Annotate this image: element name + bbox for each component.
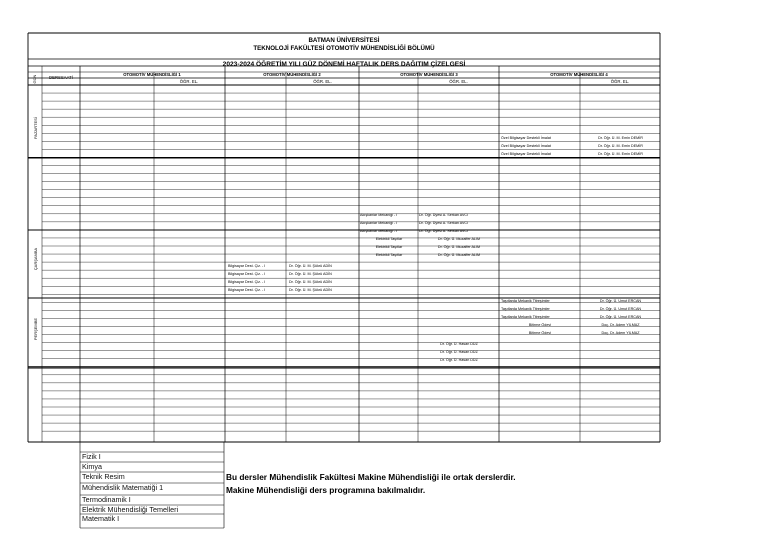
entry-instructor: Dr. Öğr. Üyesi A. Serkan AVCI bbox=[419, 229, 469, 233]
day-label-monday: PAZARTESİ bbox=[33, 117, 38, 139]
entry-course: Akışkanlar Mekaniği - I bbox=[360, 213, 398, 217]
university-title: BATMAN ÜNİVERSİTESİ bbox=[308, 37, 380, 44]
entry-course: Taşıtlarda Mekanik Titreşimler bbox=[501, 299, 550, 303]
group-header-3: OTOMOTİV MÜHENDİSLİĞİ 3 bbox=[400, 72, 458, 77]
common-course-item: Mühendislik Matematiği 1 bbox=[82, 483, 164, 492]
entry-instructor: Dr. Öğr. Ü. M. Şükrü ADİN bbox=[289, 264, 332, 268]
common-course-item: Fizik I bbox=[82, 452, 101, 461]
entry-course: Elektrikli Taşıtlar bbox=[375, 237, 403, 241]
entry-instructor: Doç. Dr. Adem YILMAZ bbox=[601, 323, 640, 327]
instructor-header-2: ÖĞR. EL. bbox=[313, 79, 332, 84]
hour-column-header: DERSSAATİ bbox=[48, 75, 74, 80]
entry-course: Bitirme Ödevi bbox=[528, 331, 552, 335]
entry-course: Bilgisayar Dest. Çiz. - I bbox=[228, 264, 266, 268]
note-line-2: Makine Mühendisliği ders programına bakılmalıdır. bbox=[226, 485, 426, 495]
entry-course: Akışkanlar Mekaniği - I bbox=[360, 229, 398, 233]
entry-instructor: Dr. Öğr. Ü. M. Şükrü ADİN bbox=[289, 288, 332, 292]
common-course-item: Matematik I bbox=[82, 514, 120, 523]
entry-instructor: Dr. Öğr. Ü. Hasan DÜZ bbox=[440, 350, 478, 354]
entry-instructor: Dr. Öğr. Ü. Umut ERCAN bbox=[599, 299, 642, 303]
entry-course: Bilgisayar Dest. Çiz. - I bbox=[228, 288, 266, 292]
entry-course: Taşıtlarda Mekanik Titreşimler bbox=[501, 307, 550, 311]
entry-instructor: Dr. Öğr. Ü. M. Şükrü ADİN bbox=[289, 272, 332, 276]
entry-course: Özel Bilgisayar Destekli İmalat bbox=[501, 152, 551, 156]
entry-instructor: Dr. Öğr. Ü. M. Emin DEMİR bbox=[598, 136, 643, 140]
day-label-wednesday: ÇARŞAMBA bbox=[33, 247, 38, 271]
day-label-thursday: PERŞEMBE bbox=[33, 317, 38, 341]
entry-instructor: Dr. Öğr. Üyesi A. Serkan AVCI bbox=[419, 213, 469, 217]
entry-instructor: Dr. Öğr. Ü. Muzaffer ALIM bbox=[437, 253, 481, 257]
entry-instructor: Dr. Öğr. Ü. M. Emin DEMİR bbox=[598, 144, 643, 148]
entry-course: Bilgisayar Dest. Çiz. - I bbox=[228, 272, 266, 276]
entry-instructor: Dr. Öğr. Ü. Hasan DÜZ bbox=[440, 358, 478, 362]
common-course-item: Termodinamik I bbox=[82, 495, 131, 504]
common-course-item: Teknik Resim bbox=[82, 472, 125, 481]
entry-course: Bitirme Ödevi bbox=[528, 323, 552, 327]
entry-instructor: Dr. Öğr. Ü. M. Emin DEMİR bbox=[598, 152, 643, 156]
common-course-item: Elektrik Mühendisliği Temelleri bbox=[82, 505, 179, 514]
entry-instructor: Dr. Öğr. Ü. M. Şükrü ADİN bbox=[289, 280, 332, 284]
entry-course: Bilgisayar Dest. Çiz. - I bbox=[228, 280, 266, 284]
entry-course: Elektrikli Taşıtlar bbox=[375, 245, 403, 249]
entry-instructor: Dr. Öğr. Ü. Hasan DÜZ bbox=[440, 342, 478, 346]
note-line-1: Bu dersler Mühendislik Fakültesi Makine Mühendisliği ile ortak derslerdir. bbox=[226, 472, 516, 482]
entry-instructor: Dr. Öğr. Üyesi A. Serkan AVCI bbox=[419, 221, 469, 225]
schedule-title: 2023-2024 ÖĞRETİM YILI GÜZ DÖNEMİ HAFTALIK DERS DAĞITIM ÇİZELGESİ bbox=[222, 61, 466, 68]
entry-course: Özel Bilgisayar Destekli İmalat bbox=[501, 144, 551, 148]
group-header-2: OTOMOTİV MÜHENDİSLİĞİ 2 bbox=[263, 72, 321, 77]
entry-course: Taşıtlarda Mekanik Titreşimler bbox=[501, 315, 550, 319]
entry-instructor: Dr. Öğr. Ü. Umut ERCAN bbox=[599, 315, 642, 319]
entry-instructor: Doç. Dr. Adem YILMAZ bbox=[601, 331, 640, 335]
entry-course: Akışkanlar Mekaniği - I bbox=[360, 221, 398, 225]
group-header-1: OTOMOTİV MÜHENDİSLİĞİ 1 bbox=[123, 72, 181, 77]
common-course-item: Kimya bbox=[82, 462, 102, 471]
entry-course: Elektrikli Taşıtlar bbox=[375, 253, 403, 257]
instructor-header-3: ÖĞR. EL. bbox=[449, 79, 468, 84]
day-column-header: GÜN bbox=[32, 74, 37, 84]
instructor-header-4: ÖĞR. EL. bbox=[610, 79, 630, 84]
group-header-4: OTOMOTİV MÜHENDİSLİĞİ 4 bbox=[550, 72, 608, 77]
entry-instructor: Dr. Öğr. Ü. Muzaffer ALIM bbox=[437, 237, 481, 241]
instructor-header-1: ÖĞR. EL. bbox=[179, 79, 199, 84]
entry-instructor: Dr. Öğr. Ü. Muzaffer ALIM bbox=[437, 245, 481, 249]
entry-instructor: Dr. Öğr. Ü. Umut ERCAN bbox=[599, 307, 642, 311]
faculty-title: TEKNOLOJİ FAKÜLTESİ OTOMOTİV MÜHENDİSLİĞİ BÖLÜMÜ bbox=[253, 45, 435, 52]
entry-course: Özel Bilgisayar Destekli İmalat bbox=[501, 136, 551, 140]
